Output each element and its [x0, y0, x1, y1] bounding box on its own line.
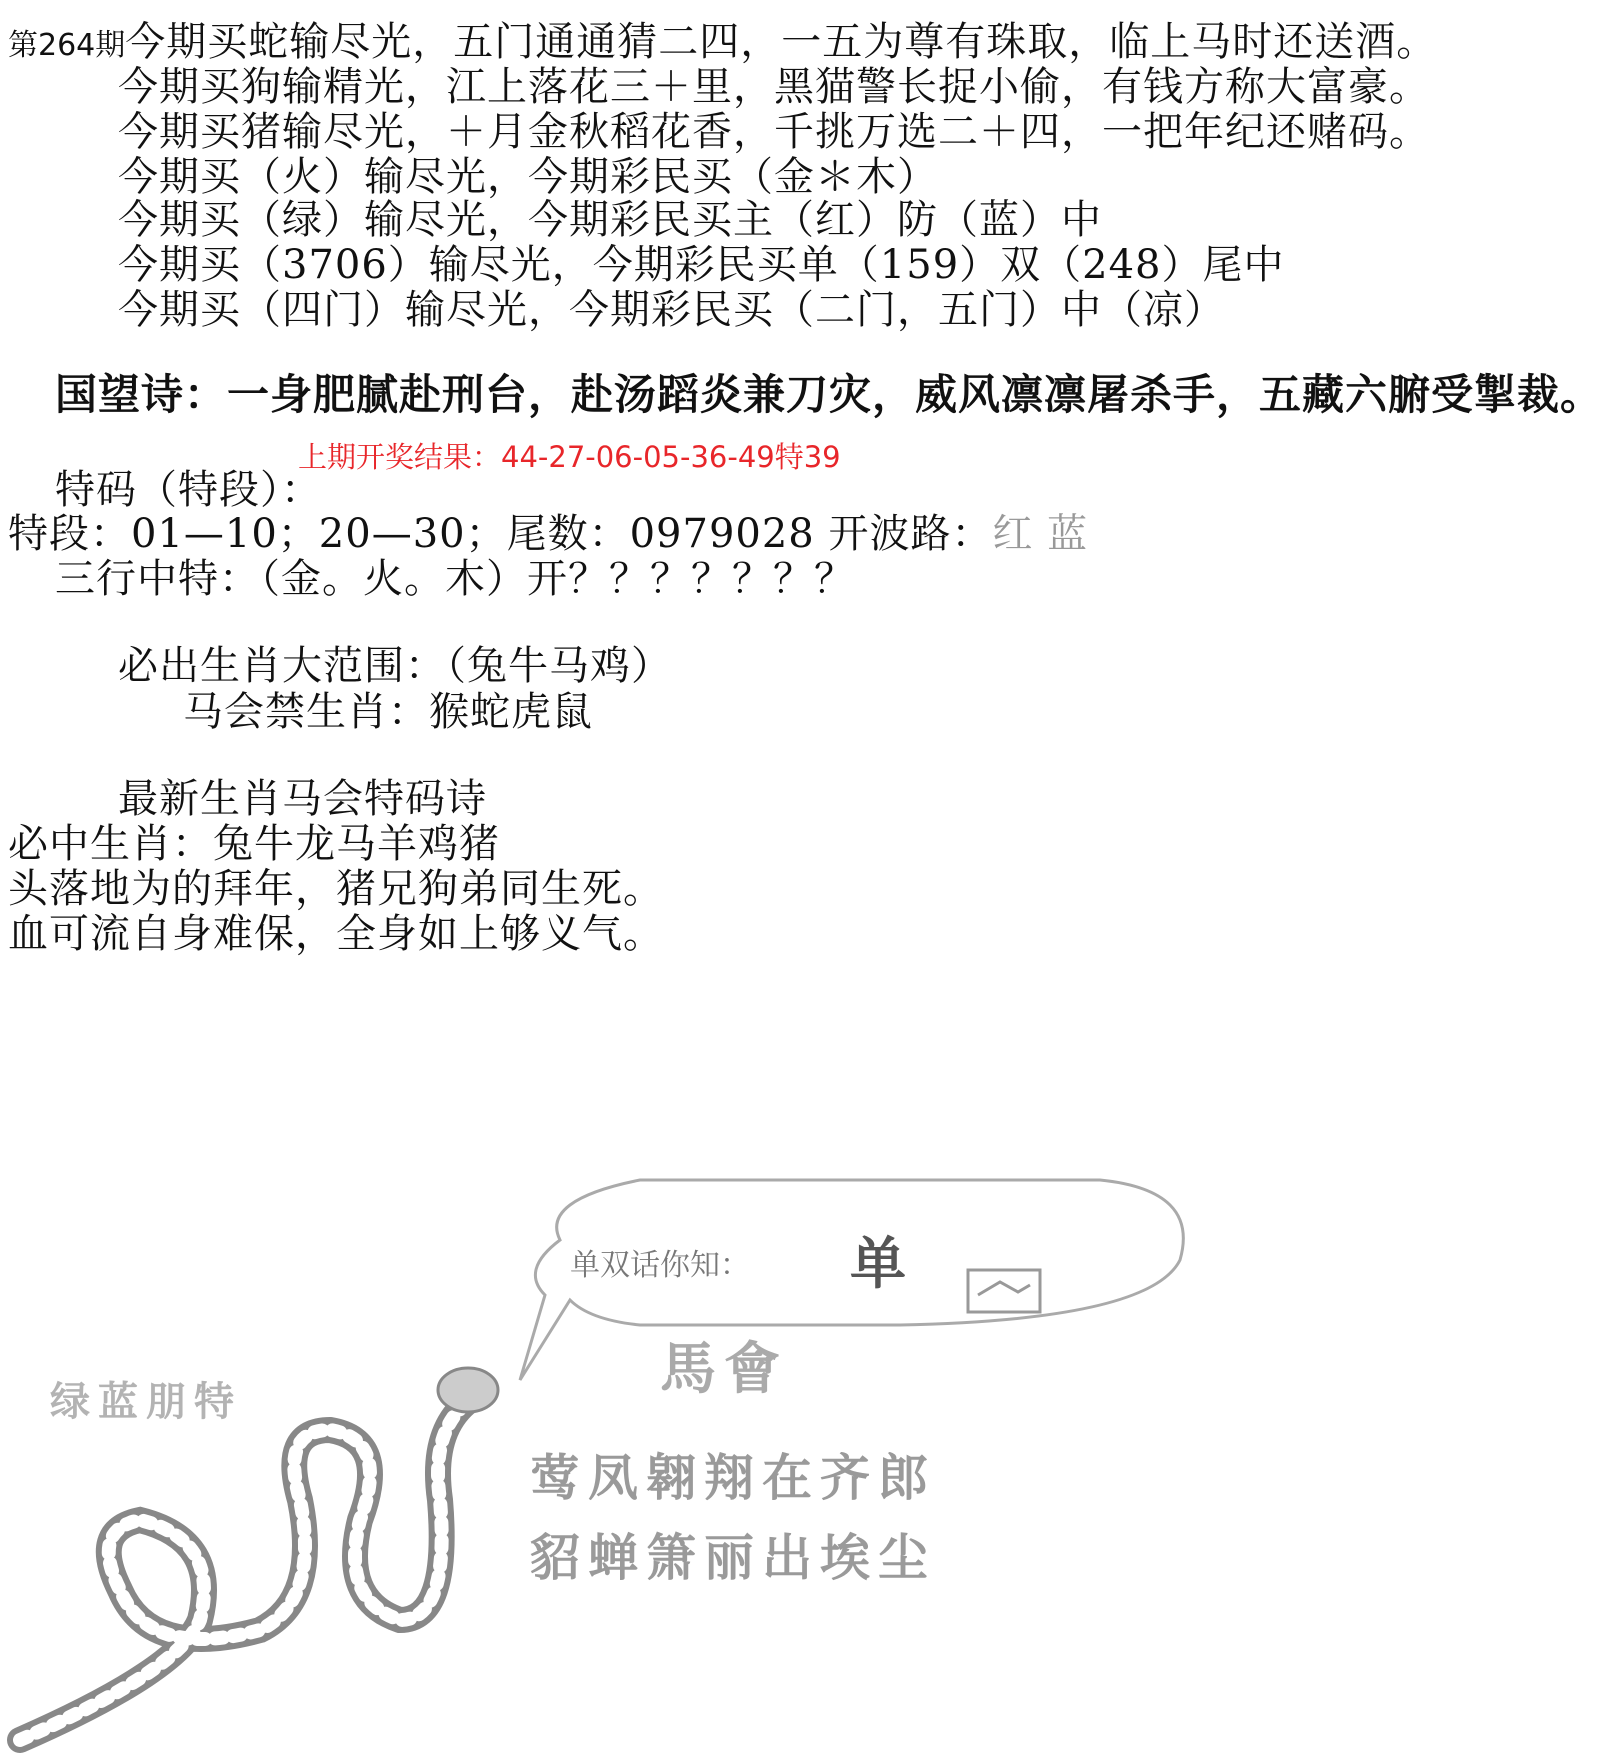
header-line-4: 今期买（火）输尽光，今期彩民买（金＊木） — [118, 154, 938, 200]
header-line-2: 今期买狗输精光，江上落花三＋里，黑猫警长捉小偷，有钱方称大富豪。 — [118, 64, 1430, 110]
poem-line-1: 头落地为的拜年，猪兄狗弟同生死。 — [8, 866, 664, 912]
bubble-answer: 单 — [850, 1232, 906, 1297]
special-segments — [8, 511, 1089, 557]
header-line-7: 今期买（四门）输尽光，今期彩民买（二门，五门）中（凉） — [118, 287, 1225, 333]
left-label: 绿蓝朋特 — [50, 1379, 242, 1425]
guowang-poem: 国望诗：一身肥腻赴刑台，赴汤蹈炎兼刀灾，威风凛凛屠杀手，五藏六腑受掣裁。 — [55, 370, 1603, 419]
banned-zodiac: 马会禁生肖：猴蛇虎鼠 — [183, 689, 593, 735]
special-title: 特码（特段）： — [55, 467, 322, 513]
couplet-line-2: 貂蝉箫丽出埃尘 — [530, 1529, 936, 1587]
three-elements: 三行中特：（金。火。木）开？？？？？？？ — [55, 556, 855, 602]
must-hit-zodiac: 必中生肖：兔牛龙马羊鸡猪 — [8, 821, 500, 867]
header-line-3: 今期买猪输尽光，＋月金秋稻花香，千挑万选二＋四，一把年纪还赌码。 — [118, 109, 1430, 155]
header-line-1 — [8, 19, 1438, 65]
last-draw-result: 上期开奖结果：44-27-06-05-36-49特39 — [298, 440, 841, 474]
couplet-line-1: 莺凤翱翔在齐郎 — [530, 1449, 936, 1507]
header-line-5: 今期买（绿）输尽光，今期彩民买主（红）防（蓝）中 — [118, 197, 1102, 243]
wave-colors: 红 蓝 — [992, 511, 1089, 557]
bubble-text: 单双话你知： — [570, 1248, 750, 1283]
snake-illustration — [0, 1200, 1240, 1754]
header-line-6: 今期买（3706）输尽光，今期彩民买单（159）双（248）尾中 — [118, 242, 1285, 288]
header-line-1-text: 今期买蛇输尽光，五门通通猜二四，一五为尊有珠取，临上马时还送酒。 — [125, 19, 1438, 65]
issue-number: 第264期 — [8, 28, 126, 63]
latest-poem-title: 最新生肖马会特码诗 — [118, 776, 487, 822]
special-segments-text: 特段：01—10；20—30；尾数：0979028 开波路： — [8, 511, 993, 557]
mahui-label: 馬會 — [660, 1337, 788, 1402]
poem-line-2: 血可流自身难保，全身如上够义气。 — [8, 911, 664, 957]
must-zodiac-range: 必出生肖大范围：（兔牛马鸡） — [118, 643, 672, 689]
